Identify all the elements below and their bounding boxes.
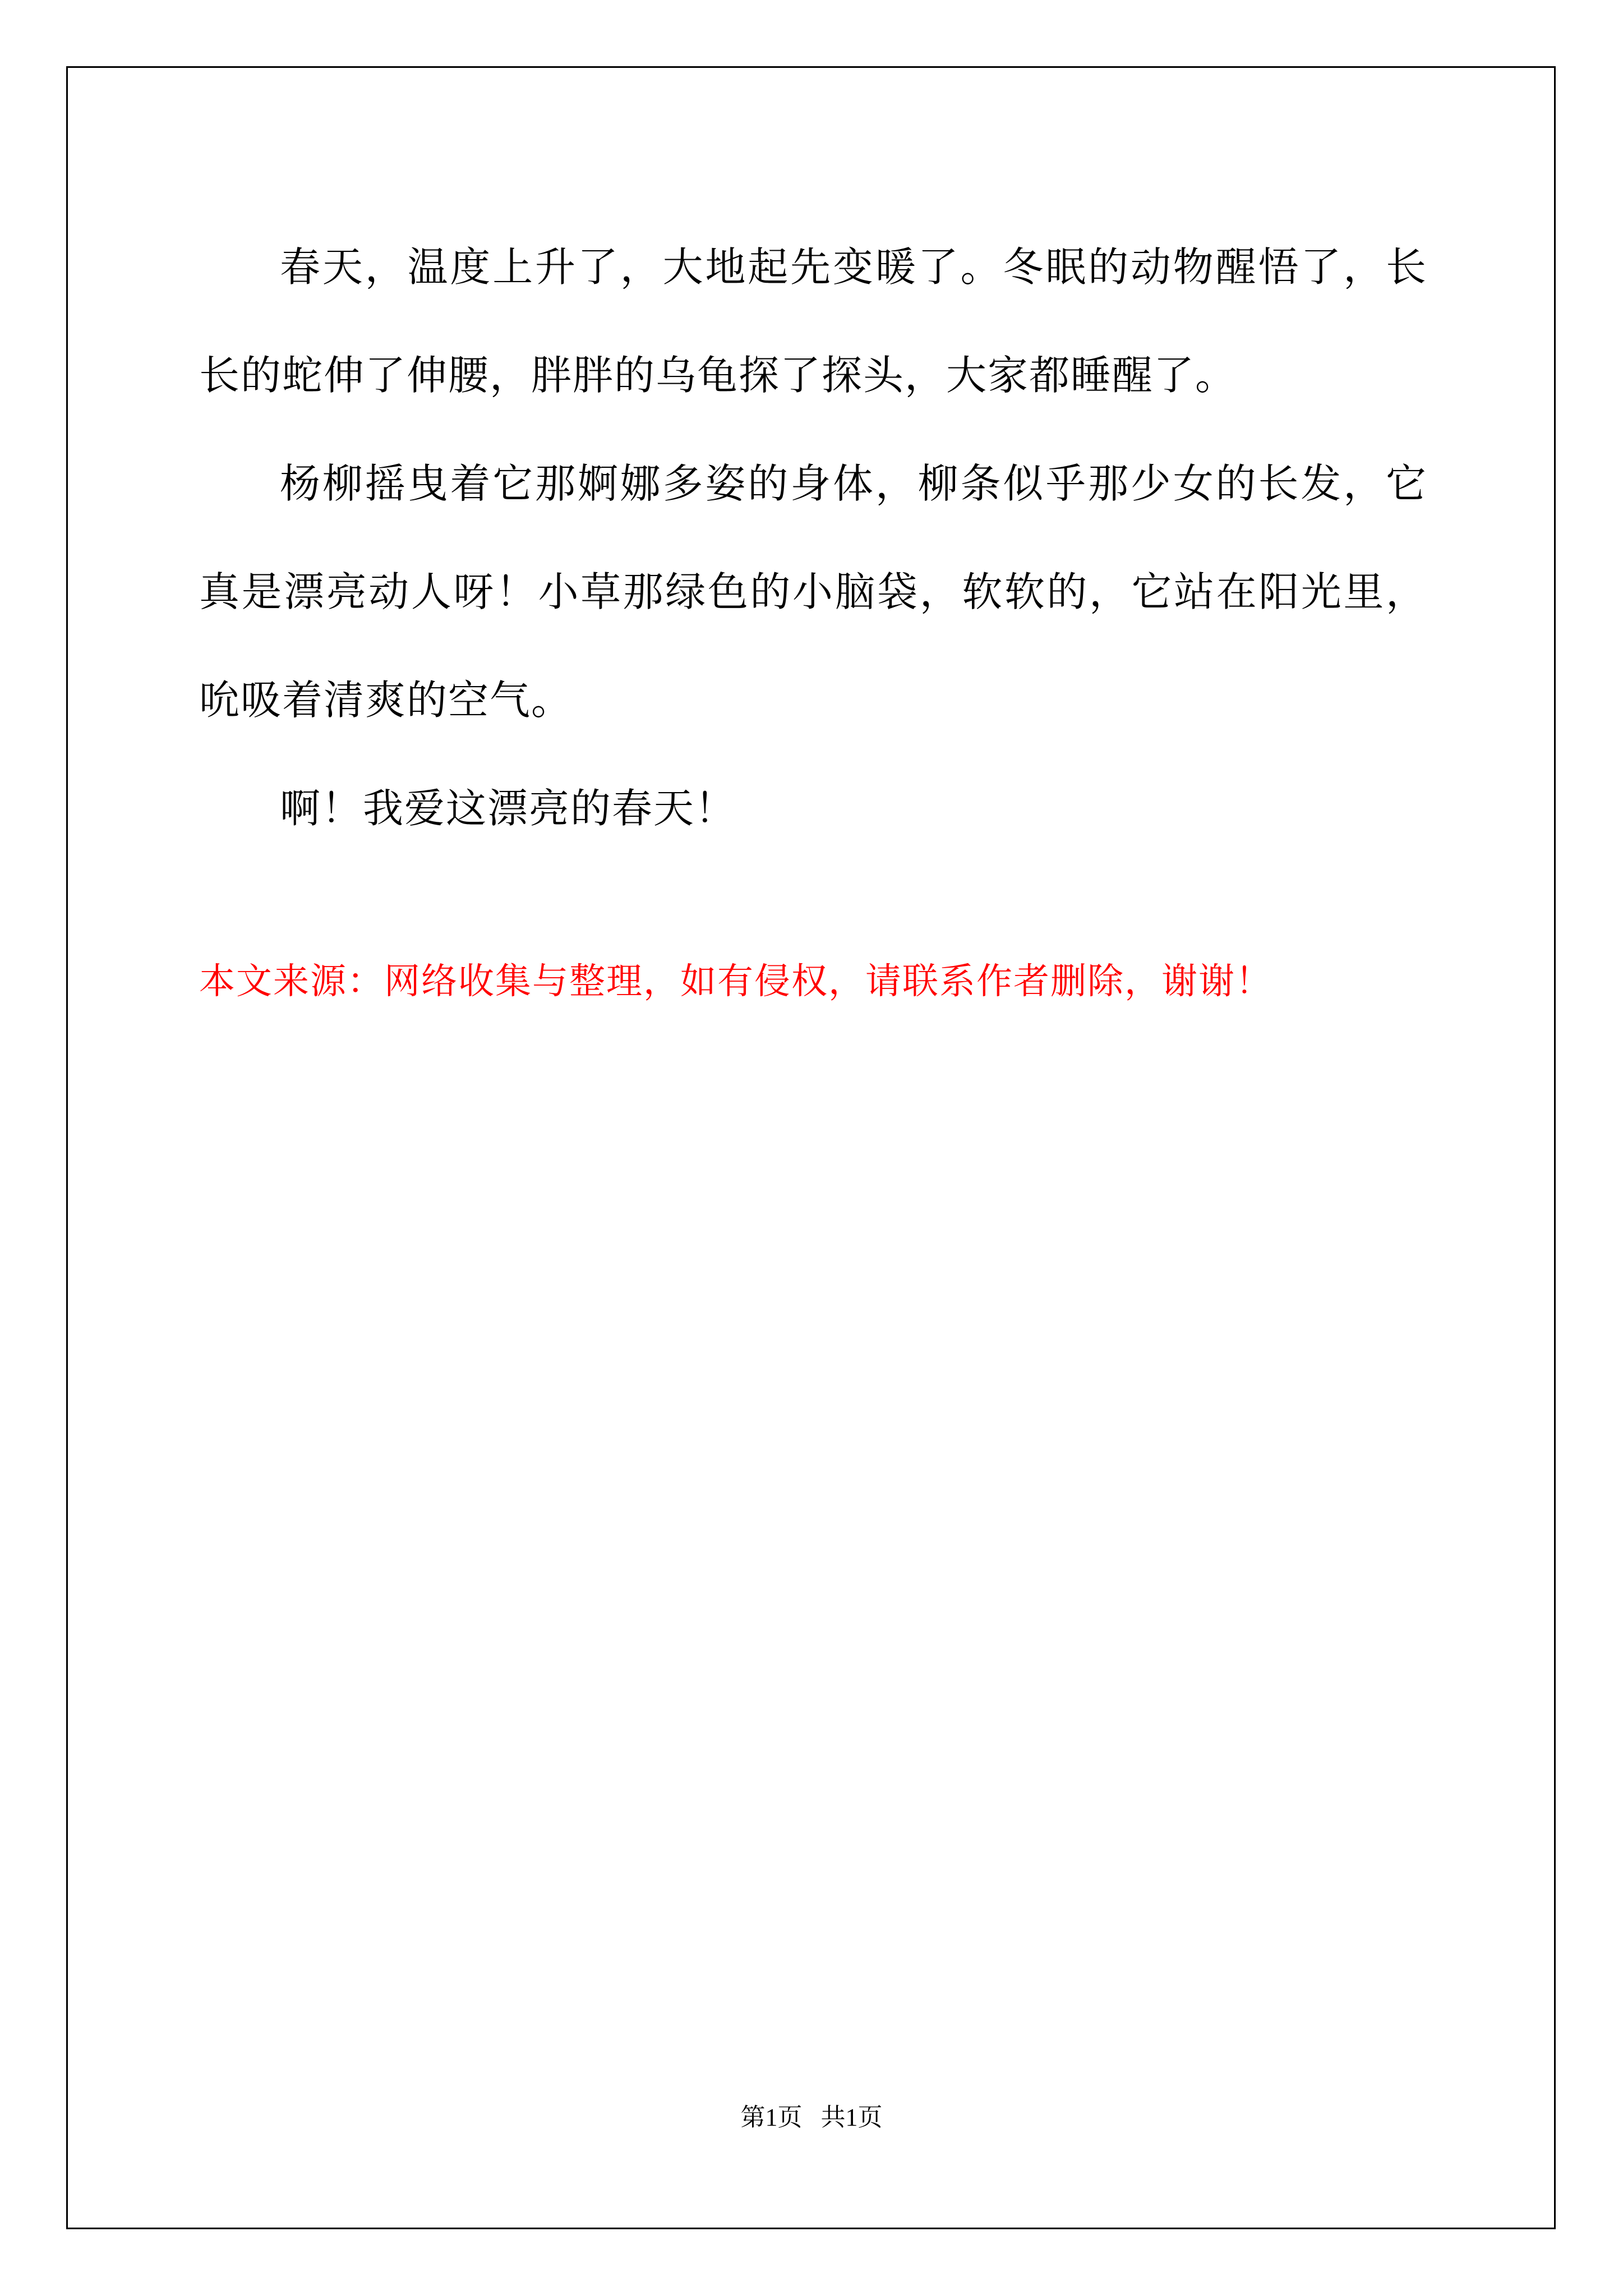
document-body [199, 213, 1427, 863]
page-footer: 第1页 共1页 [740, 2104, 883, 2131]
paragraph-love-spring: 啊！我爱这漂亮的春天！ [280, 785, 737, 832]
paragraph-spring-warming: 春天，温度上升了，大地起先变暖了。冬眠的动物醒悟了，长长的蛇伸了伸腰，胖胖的乌龟探了探头，大家都睡醒了。 [199, 243, 1427, 399]
source-notice: 本文来源：网络收集与整理，如有侵权，请联系作者删除，谢谢！ [199, 961, 1272, 1002]
paragraph-willow-and-grass: 杨柳摇曳着它那婀娜多姿的身体，柳条似乎那少女的长发，它真是漂亮动人呀！小草那绿色的小脑袋，软软的，它站在阳光里，吮吸着清爽的空气。 [199, 460, 1427, 724]
